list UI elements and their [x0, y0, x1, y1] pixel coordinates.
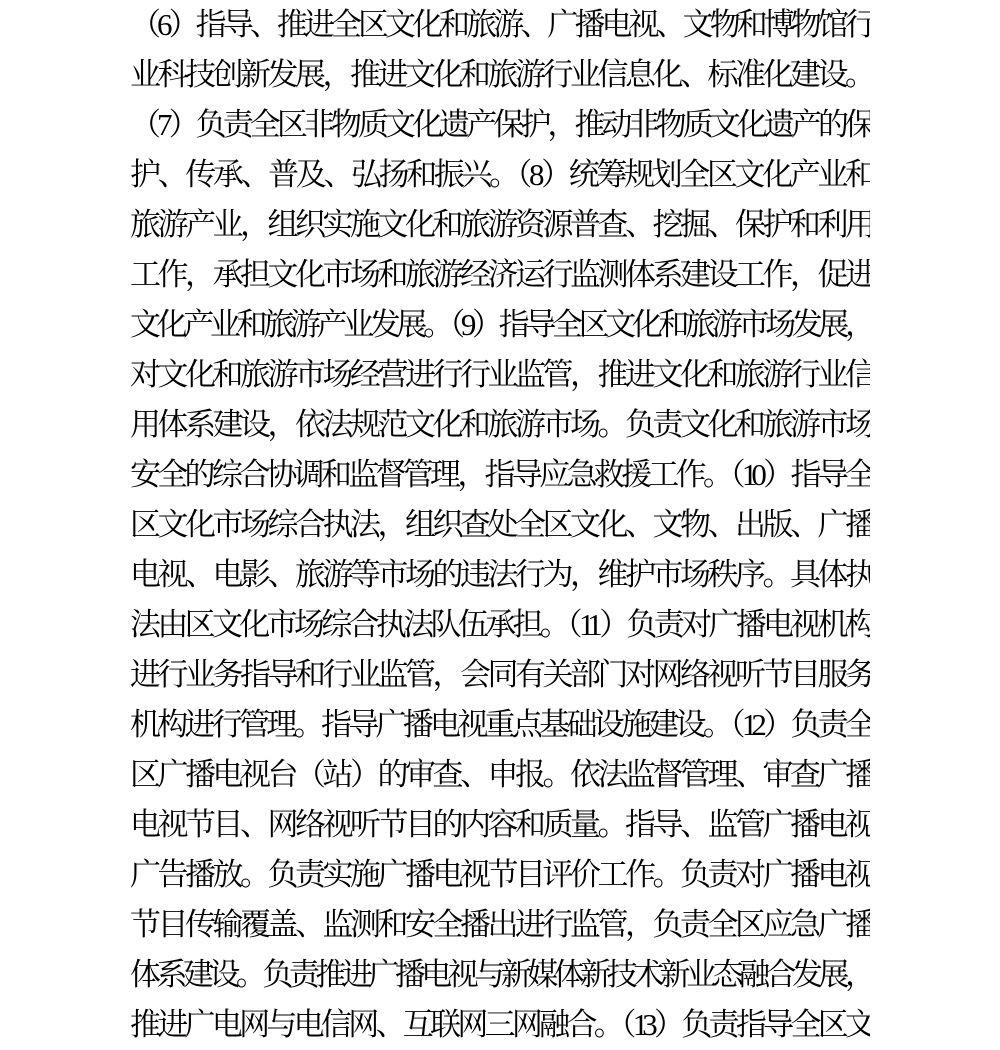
text-line-3: （7）负责全区非物质文化遗产保护，推动非物质文化遗产的保: [130, 107, 870, 142]
text-line-20: 体系建设。负责推进广播电视与新媒体新技术新业态融合发展，: [130, 957, 870, 992]
text-line-6: 工作，承担文化市场和旅游经济运行监测体系建设工作，促进: [130, 257, 870, 292]
text-line-15: 机构进行管理。指导广播电视重点基础设施建设。（12）负责全: [130, 707, 870, 742]
text-line-4: 护、传承、普及、弘扬和振兴。（8）统筹规划全区文化产业和: [130, 157, 870, 192]
text-line-10: 安全的综合协调和监督管理，指导应急救援工作。（10）指导全: [130, 457, 870, 492]
text-line-8: 对文化和旅游市场经营进行行业监管，推进文化和旅游行业信: [130, 357, 870, 392]
text-line-17: 电视节目、网络视听节目的内容和质量。指导、监管广播电视: [130, 807, 870, 842]
text-line-2: 业科技创新发展，推进文化和旅游行业信息化、标准化建设。: [130, 57, 870, 92]
text-line-11: 区文化市场综合执法，组织查处全区文化、文物、出版、广播: [130, 507, 870, 542]
text-line-12: 电视、电影、旅游等市场的违法行为，维护市场秩序。具体执: [130, 557, 870, 592]
text-line-13: 法由区文化市场综合执法队伍承担。（11）负责对广播电视机构: [130, 607, 870, 642]
text-line-7: 文化产业和旅游产业发展。（9）指导全区文化和旅游市场发展，: [130, 307, 870, 342]
text-line-14: 进行业务指导和行业监管，会同有关部门对网络视听节目服务: [130, 657, 870, 692]
text-line-18: 广告播放。负责实施广播电视节目评价工作。负责对广播电视: [130, 857, 870, 892]
text-line-9: 用体系建设，依法规范文化和旅游市场。负责文化和旅游市场: [130, 407, 870, 442]
text-block: [130, 0, 870, 1050]
text-line-5: 旅游产业，组织实施文化和旅游资源普查、挖掘、保护和利用: [130, 207, 870, 242]
text-line-19: 节目传输覆盖、监测和安全播出进行监管，负责全区应急广播: [130, 907, 870, 942]
text-line-16: 区广播电视台（站）的审查、申报。依法监督管理、审查广播: [130, 757, 870, 792]
text-line-21: 推进广电网与电信网、互联网三网融合。（13）负责指导全区文: [130, 1007, 870, 1042]
text-line-1: （6）指导、推进全区文化和旅游、广播电视、文物和博物馆行: [130, 7, 870, 42]
